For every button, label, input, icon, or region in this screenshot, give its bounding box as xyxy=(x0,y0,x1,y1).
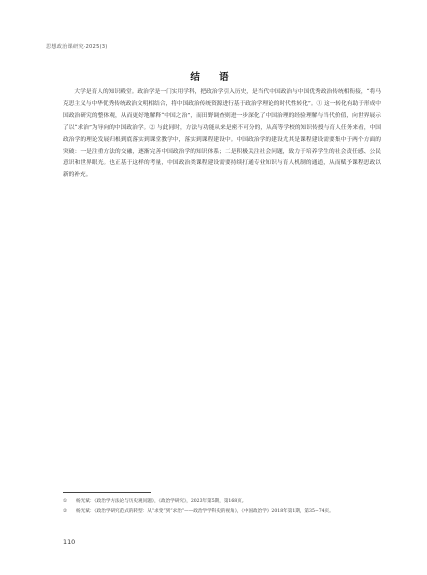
footnotes xyxy=(63,497,373,517)
running-header: 思想政治课研究·2025(3) xyxy=(46,44,108,50)
footnote-text: 杨光斌：《政治学方法论与历史观问题》，《政治学研究》，2023年第5期，第168页。 xyxy=(76,499,247,504)
footnote-2 xyxy=(63,507,373,516)
page-number: 110 xyxy=(63,538,76,546)
footnote-marker: ① xyxy=(63,499,68,504)
footnote-text: 杨光斌：《政治学研究范式的转型：从“求变”到“求治”——政治学学科史的视角》，《中国政治学》2018年第1期，第35−74页。 xyxy=(76,509,334,514)
body-paragraph: 大学是育人的知识殿堂。政治学是一门实用学科，把政治学引入历史，是当代中国政治与中国优秀政治传统相衔接，“将马克思主义与中华优秀传统政治文明相结合，将中国政治传统资源进行基于政治学理论的时代性转化”。① 这一转化有助于形成中国政治研究的整体观，从而更好地解释“中国之治”，而田野调查则进一步深化了中国治理的经验理解与当代价值，向世界展示了以“求治”为导向的中国政治学。② 与此同时，方法与功能从来是密不可分的，从高等学校的知识传授与育人任务来看，中国政治学的理论发展归根到底落实到课堂教学中，落实到课程建设中。中国政治学的建设尤其是课程建设需要集中于两个方面的突破：一是注重方法的交融，逐渐完善中国政治学的知识体系；二是积极关注社会问题，致力于培养学生的社会责任感、公民意识和世界眼光。也正基于这样的考量，中国政治类课程建设需要持续打通专业知识与育人机制的通道，从而赋予课程思政以新的补充。 xyxy=(63,89,381,179)
section-title: 结 语 xyxy=(190,72,237,83)
footnote-marker: ② xyxy=(63,509,68,514)
footnote-1 xyxy=(63,497,373,506)
footnote-divider xyxy=(63,492,151,493)
